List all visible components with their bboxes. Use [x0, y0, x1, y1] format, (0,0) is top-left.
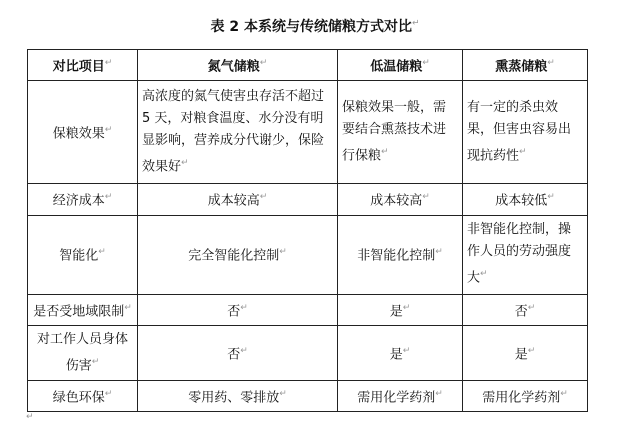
paragraph-mark-icon: ↵ [422, 58, 430, 68]
table-row [28, 81, 588, 184]
comparison-table [27, 49, 588, 412]
header-nitrogen: 氮气储粮↵ [138, 50, 338, 81]
header-row [28, 50, 588, 81]
table-row [28, 325, 588, 380]
row-label: 智能化↵ [28, 215, 138, 294]
paragraph-mark-icon: ↵ [259, 58, 268, 68]
table-cell: 零用药、零排放↵ [138, 380, 338, 411]
table-cell: 否↵ [138, 325, 338, 380]
row-label: 保粮效果↵ [28, 81, 138, 184]
paragraph-mark-icon: ↵ [26, 412, 34, 422]
table-cell: 高浓度的氮气使害虫存活不超过 5 天，对粮食温度、水分没有明显影响，营养成分代谢少，保险效果好↵ [138, 81, 338, 184]
table-row [28, 215, 588, 294]
table-cell: 完全智能化控制↵ [138, 215, 338, 294]
paragraph-mark-icon: ↵ [411, 18, 420, 29]
table-cell: 有一定的杀虫效果，但害虫容易出现抗药性↵ [463, 81, 588, 184]
table-cell: 否↵ [138, 294, 338, 325]
table-cell: 非智能化控制↵ [338, 215, 463, 294]
table-cell: 是↵ [338, 294, 463, 325]
table-row [28, 184, 588, 215]
caption-text: 表 2 本系统与传统储粮方式对比 [210, 19, 412, 35]
paragraph-mark-icon: ↵ [104, 58, 113, 68]
table-cell: 成本较低↵ [463, 184, 588, 215]
header-low-temp: 低温储粮↵ [338, 50, 463, 81]
table-cell: 非智能化控制，操作人员的劳动强度大↵ [463, 215, 588, 294]
table-cell: 是↵ [338, 325, 463, 380]
row-label: 绿色环保↵ [28, 380, 138, 411]
row-label: 是否受地域限制↵ [28, 294, 138, 325]
row-label: 经济成本↵ [28, 184, 138, 215]
paragraph-mark-icon: ↵ [547, 58, 555, 68]
table-caption [0, 16, 630, 36]
table-cell: 成本较高↵ [138, 184, 338, 215]
header-item: 对比项目↵ [28, 50, 138, 81]
table-row [28, 380, 588, 411]
table-cell: 保粮效果一般，需要结合熏蒸技术进行保粮↵ [338, 81, 463, 184]
table-cell: 需用化学药剂↵ [338, 380, 463, 411]
table-cell: 需用化学药剂↵ [463, 380, 588, 411]
table-row [28, 294, 588, 325]
header-fumigation: 熏蒸储粮↵ [463, 50, 588, 81]
row-label: 对工作人员身体伤害↵ [28, 325, 138, 380]
table-cell: 否↵ [463, 294, 588, 325]
table-cell: 成本较高↵ [338, 184, 463, 215]
table-cell: 是↵ [463, 325, 588, 380]
